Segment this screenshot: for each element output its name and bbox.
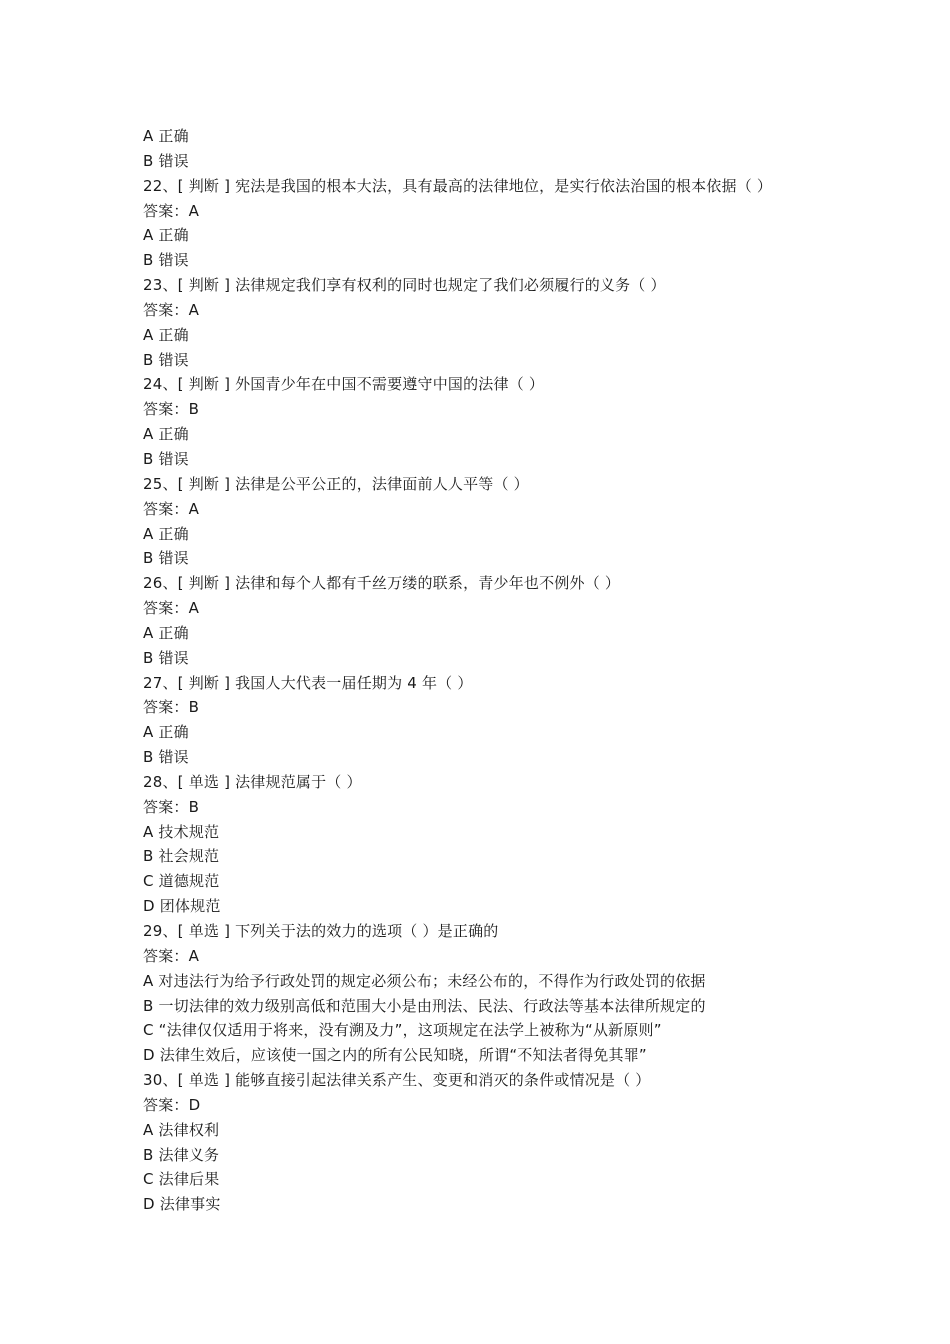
question-line: 28、[ 单选 ] 法律规范属于（ ） bbox=[143, 772, 362, 791]
option-line: B 错误 bbox=[143, 251, 189, 270]
option-line: B 错误 bbox=[143, 151, 189, 170]
answer-line: 答案：B bbox=[143, 797, 200, 816]
option-line: B 错误 bbox=[143, 549, 189, 568]
option-line: B 错误 bbox=[143, 648, 189, 667]
answer-line: 答案：A bbox=[143, 300, 200, 319]
document-page bbox=[143, 124, 843, 1217]
question-line: 27、[ 判断 ] 我国人大代表一届任期为 4 年（ ） bbox=[143, 673, 473, 692]
answer-line: 答案：A bbox=[143, 499, 200, 518]
option-line: C “法律仅仅适用于将来，没有溯及力”，这项规定在法学上被称为“从新原则” bbox=[143, 1021, 662, 1040]
answer-line: 答案：D bbox=[143, 1095, 201, 1114]
option-line: B 错误 bbox=[143, 748, 189, 767]
option-line: D 法律生效后，应该使一国之内的所有公民知晓，所谓“不知法者得免其罪” bbox=[143, 1046, 647, 1065]
option-line: C 道德规范 bbox=[143, 872, 220, 891]
question-line: 25、[ 判断 ] 法律是公平公正的，法律面前人人平等（ ） bbox=[143, 474, 529, 493]
option-line: B 社会规范 bbox=[143, 847, 220, 866]
answer-line: 答案：A bbox=[143, 599, 200, 618]
option-line: A 法律权利 bbox=[143, 1120, 220, 1139]
option-line: A 正确 bbox=[143, 723, 189, 742]
question-line: 24、[ 判断 ] 外国青少年在中国不需要遵守中国的法律（ ） bbox=[143, 375, 545, 394]
option-line: A 正确 bbox=[143, 524, 189, 543]
option-line: A 对违法行为给予行政处罚的规定必须公布；未经公布的，不得作为行政处罚的依据 bbox=[143, 971, 706, 990]
answer-line: 答案：A bbox=[143, 201, 200, 220]
option-line: B 法律义务 bbox=[143, 1145, 220, 1164]
question-line: 23、[ 判断 ] 法律规定我们享有权利的同时也规定了我们必须履行的义务（ ） bbox=[143, 276, 666, 295]
question-line: 30、[ 单选 ] 能够直接引起法律关系产生、变更和消灭的条件或情况是（ ） bbox=[143, 1071, 651, 1090]
option-line: A 正确 bbox=[143, 325, 189, 344]
option-line: A 正确 bbox=[143, 226, 189, 245]
question-line: 22、[ 判断 ] 宪法是我国的根本大法，具有最高的法律地位，是实行依法治国的根本依据（ ） bbox=[143, 176, 773, 195]
answer-line: 答案：A bbox=[143, 946, 200, 965]
option-line: D 法律事实 bbox=[143, 1195, 221, 1214]
answer-line: 答案：B bbox=[143, 698, 200, 717]
question-line: 29、[ 单选 ] 下列关于法的效力的选项（ ）是正确的 bbox=[143, 922, 499, 940]
option-line: C 法律后果 bbox=[143, 1170, 220, 1189]
option-line: A 正确 bbox=[143, 425, 189, 444]
option-line: A 正确 bbox=[143, 623, 189, 642]
option-line: B 错误 bbox=[143, 449, 189, 468]
option-line: D 团体规范 bbox=[143, 897, 221, 916]
option-line: B 一切法律的效力级别高低和范围大小是由刑法、民法、行政法等基本法律所规定的 bbox=[143, 996, 706, 1015]
option-line: A 正确 bbox=[143, 127, 189, 145]
answer-line: 答案：B bbox=[143, 400, 200, 419]
question-line: 26、[ 判断 ] 法律和每个人都有千丝万缕的联系，青少年也不例外（ ） bbox=[143, 574, 621, 593]
option-line: A 技术规范 bbox=[143, 822, 220, 841]
option-line: B 错误 bbox=[143, 350, 189, 369]
